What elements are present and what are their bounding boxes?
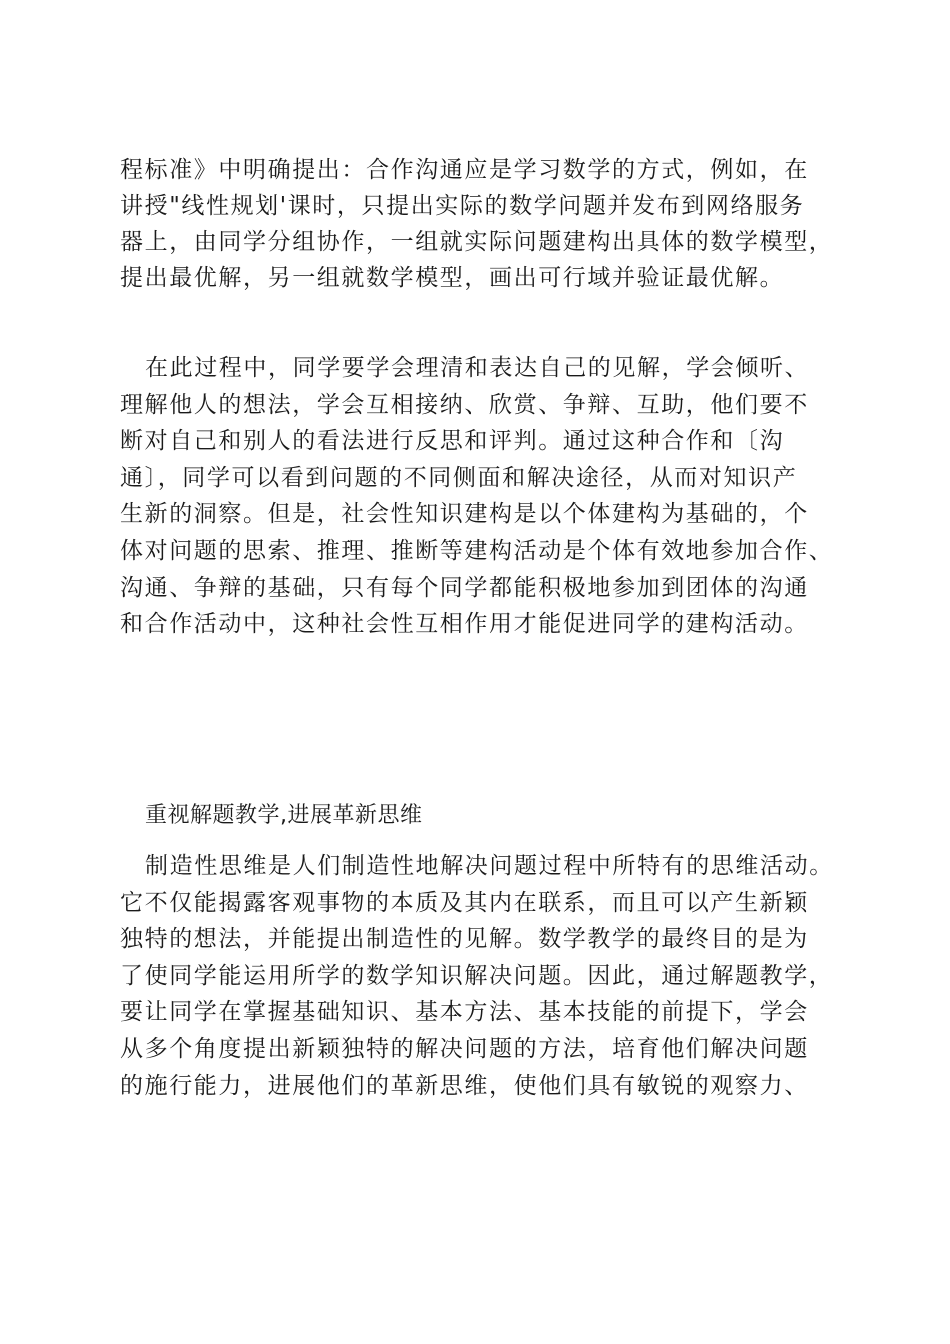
paragraph-line: 从多个角度提出新颖独特的解决问题的方法，培育他们解决问题	[120, 1035, 809, 1062]
paragraph-line: 要让同学在掌握基础知识、基本方法、基本技能的前提下，学会	[120, 999, 809, 1026]
paragraph-2	[120, 351, 855, 644]
section-heading: 重视解题教学,进展革新思维	[145, 803, 423, 828]
paragraph-3	[120, 849, 855, 1105]
paragraph-line: 提出最优解，另一组就数学模型，画出可行域并验证最优解。	[120, 265, 785, 291]
paragraph-line: 独特的想法，并能提出制造性的见解。数学教学的最终目的是为	[120, 926, 809, 953]
paragraph-line: 理解他人的想法，学会互相接纳、欣赏、争辩、互助，他们要不	[120, 391, 809, 418]
paragraph-line: 它不仅能揭露客观事物的本质及其内在联系，而且可以产生新颖	[120, 889, 809, 916]
paragraph-1	[120, 153, 855, 297]
paragraph-line: 在此过程中，同学要学会理清和表达自己的见解，学会倾听、	[145, 355, 810, 381]
paragraph-line: 讲授"线性规划'课时，只提出实际的数学问题并发布到网络服务	[120, 193, 805, 219]
paragraph-line: 程标准》中明确提出：合作沟通应是学习数学的方式，例如，在	[120, 157, 809, 183]
paragraph-line: 体对问题的思索、推理、推断等建构活动是个体有效地参加合作、	[120, 537, 834, 564]
paragraph-line: 器上，由同学分组协作，一组就实际问题建构出具体的数学模型，	[120, 229, 834, 255]
paragraph-line: 的施行能力，进展他们的革新思维，使他们具有敏锐的观察力、	[120, 1072, 809, 1099]
paragraph-line: 和合作活动中，这种社会性互相作用才能促进同学的建构活动。	[120, 611, 809, 638]
paragraph-line: 制造性思维是人们制造性地解决问题过程中所特有的思维活动。	[145, 853, 834, 879]
paragraph-line: 断对自己和别人的看法进行反思和评判。通过这种合作和〔沟	[120, 428, 785, 455]
paragraph-line: 沟通、争辩的基础，只有每个同学都能积极地参加到团体的沟通	[120, 574, 809, 601]
paragraph-line: 了使同学能运用所学的数学知识解决问题。因此，通过解题教学，	[120, 962, 834, 989]
paragraph-line: 通〕，同学可以看到问题的不同侧面和解决途径，从而对知识产	[120, 464, 798, 491]
paragraph-line: 生新的洞察。但是，社会性知识建构是以个体建构为基础的，个	[120, 501, 809, 528]
